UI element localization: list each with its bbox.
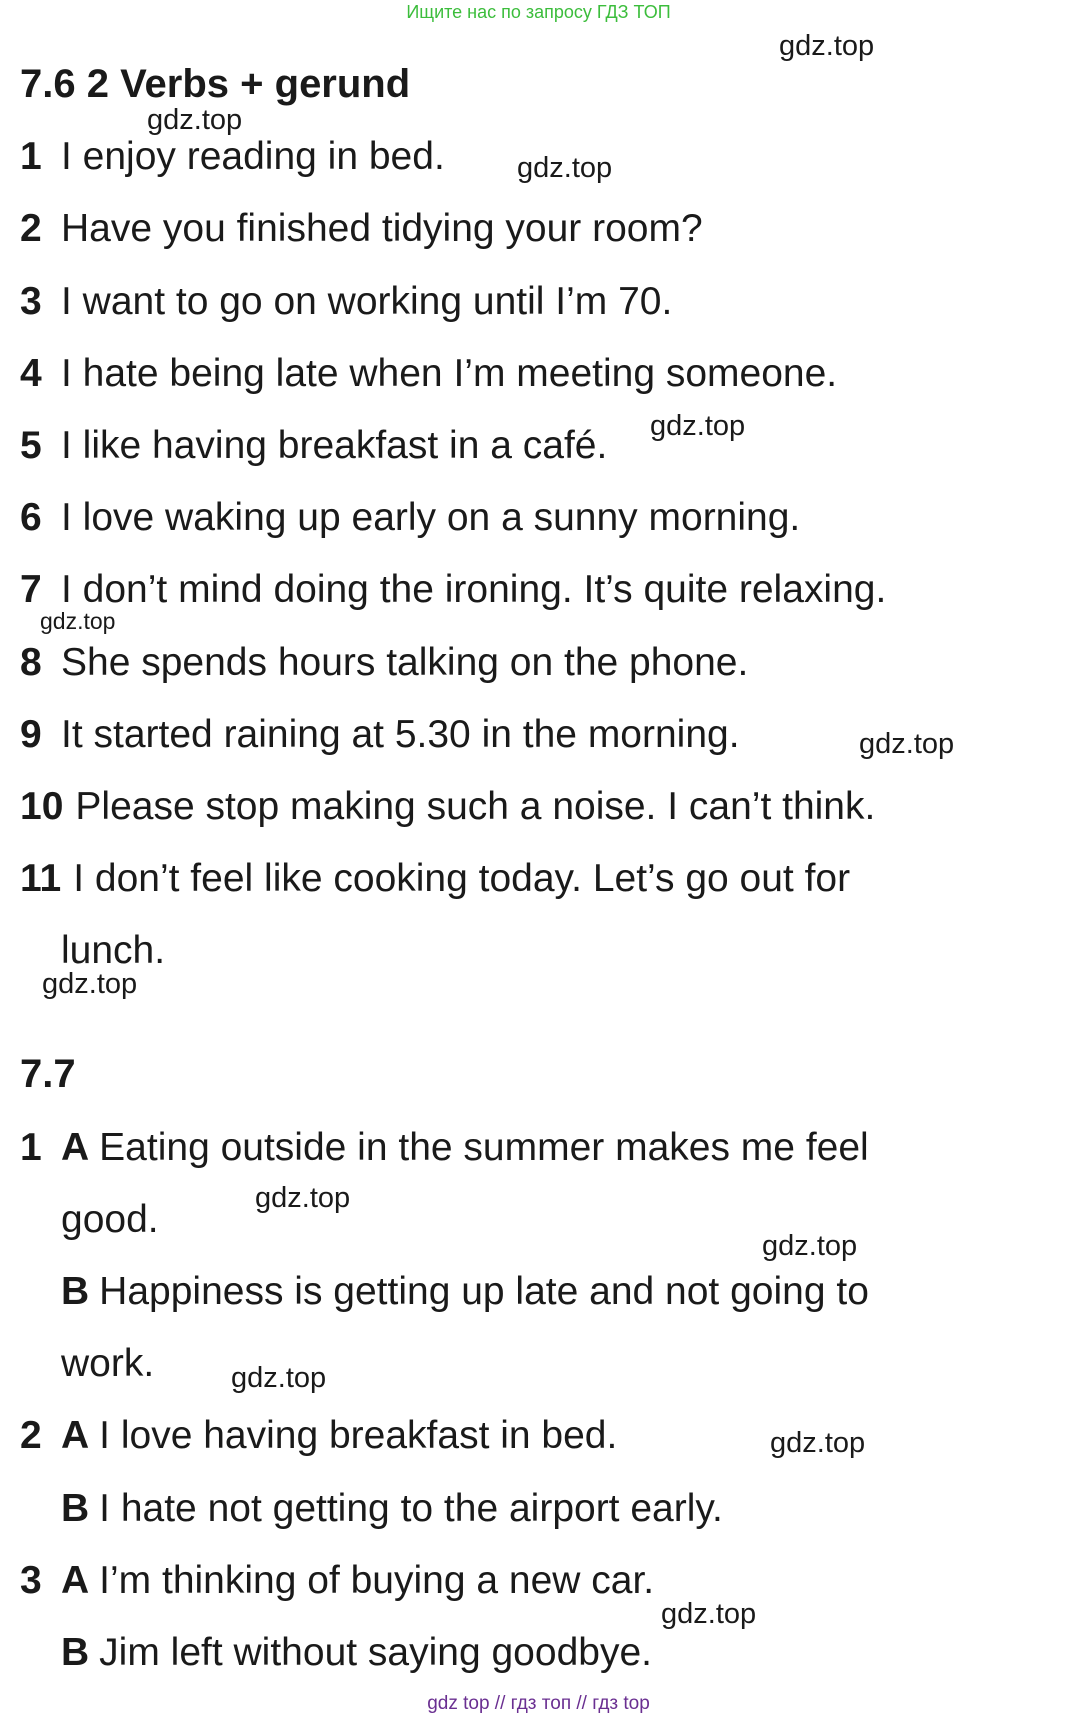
exercise-7-7-item-1b-continuation: work. [61, 1342, 155, 1385]
item-number: 1 [20, 1126, 42, 1169]
item-number: 6 [20, 496, 42, 539]
option-label: A [61, 1126, 90, 1169]
exercise-7-7-item-2a [20, 1416, 617, 1455]
item-text: Eating outside in the summer makes me feel [99, 1126, 869, 1169]
top-banner: Ищите нас по запросу ГДЗ ТОП [406, 2, 671, 22]
exercise-item-9 [20, 715, 740, 754]
option-label: A [61, 1414, 90, 1457]
watermark: gdz.top [779, 30, 875, 62]
watermark: gdz.top [650, 410, 746, 442]
item-text: I enjoy reading in bed. [61, 135, 445, 178]
item-number: 2 [20, 1414, 42, 1457]
item-number: 11 [20, 857, 62, 900]
exercise-item-11-continuation: lunch. [61, 929, 166, 972]
watermark: gdz.top [147, 104, 243, 136]
item-text: I hate being late when I’m meeting someone. [61, 352, 838, 395]
exercise-item-11 [20, 859, 850, 898]
item-number: 3 [20, 1559, 42, 1602]
exercise-7-7-item-3b [61, 1633, 652, 1672]
watermark: gdz.top [255, 1182, 351, 1214]
section-heading-7-6: 7.6 2 Verbs + gerund [20, 62, 411, 106]
item-number: 4 [20, 352, 42, 395]
exercise-item-6 [20, 498, 800, 537]
item-number: 8 [20, 641, 42, 684]
watermark: gdz.top [42, 968, 138, 1000]
item-text: Have you finished tidying your room? [61, 207, 703, 250]
watermark: gdz.top [40, 608, 116, 634]
item-text: I want to go on working until I’m 70. [61, 280, 673, 323]
bottom-banner: gdz top // гдз топ // гдз top [427, 1693, 650, 1714]
item-number: 2 [20, 207, 42, 250]
item-text: Please stop making such a noise. I can’t think. [75, 785, 876, 828]
exercise-item-5 [20, 426, 607, 465]
option-label: A [61, 1559, 90, 1602]
item-text: Jim left without saying goodbye. [99, 1631, 652, 1674]
option-label: B [61, 1631, 90, 1674]
exercise-item-3 [20, 282, 672, 321]
option-label: B [61, 1487, 90, 1530]
exercise-7-7-item-2b [61, 1489, 723, 1528]
exercise-item-4 [20, 354, 837, 393]
item-text: I’m thinking of buying a new car. [99, 1559, 655, 1602]
item-text: I hate not getting to the airport early. [99, 1487, 723, 1530]
watermark: gdz.top [231, 1362, 327, 1394]
watermark: gdz.top [770, 1427, 866, 1459]
exercise-item-8 [20, 643, 748, 682]
exercise-7-7-item-1b [61, 1272, 869, 1311]
item-number: 9 [20, 713, 42, 756]
exercise-7-7-item-1a [20, 1128, 869, 1167]
option-label: B [61, 1270, 90, 1313]
item-number: 10 [20, 785, 64, 828]
exercise-item-7 [20, 570, 886, 609]
exercise-item-2 [20, 209, 703, 248]
watermark: gdz.top [517, 152, 613, 184]
exercise-item-1 [20, 137, 445, 176]
item-text: I love having breakfast in bed. [99, 1414, 618, 1457]
item-text: It started raining at 5.30 in the morning. [61, 713, 740, 756]
item-text: I don’t mind doing the ironing. It’s quite relaxing. [61, 568, 887, 611]
watermark: gdz.top [762, 1230, 858, 1262]
item-number: 1 [20, 135, 42, 178]
item-text: She spends hours talking on the phone. [61, 641, 749, 684]
item-text: I like having breakfast in a café. [61, 424, 608, 467]
watermark: gdz.top [661, 1598, 757, 1630]
item-number: 3 [20, 280, 42, 323]
item-text: I love waking up early on a sunny morning. [61, 496, 801, 539]
section-heading-7-7: 7.7 [20, 1052, 76, 1096]
exercise-7-7-item-3a [20, 1561, 654, 1600]
exercise-7-7-item-1a-continuation: good. [61, 1198, 159, 1241]
exercise-item-10 [20, 787, 875, 826]
item-text: Happiness is getting up late and not going to [99, 1270, 869, 1313]
item-number: 5 [20, 424, 42, 467]
item-number: 7 [20, 568, 42, 611]
watermark: gdz.top [859, 728, 955, 760]
item-text: I don’t feel like cooking today. Let’s go out for [73, 857, 851, 900]
